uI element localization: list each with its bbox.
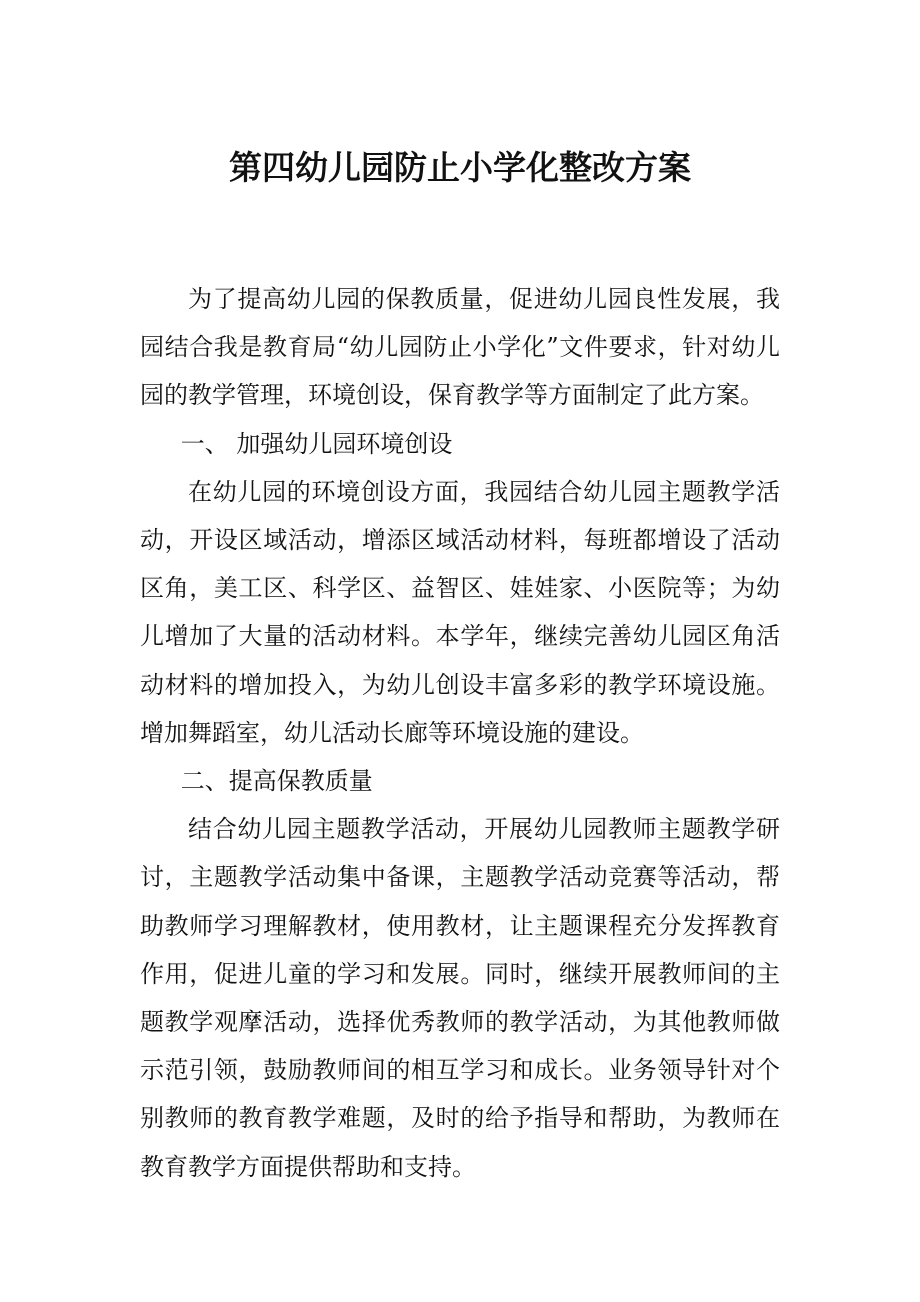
document-title: 第四幼儿园防止小学化整改方案 [229, 148, 691, 187]
intro-paragraph: 为了提高幼儿园的保教质量，促进幼儿园良性发展，我园结合我是教育局“幼儿园防止小学化”文件要求，针对幼儿园的教学管理，环境创设，保育教学等方面制定了此方案。 [140, 285, 780, 410]
document-body [140, 275, 780, 1191]
environment-paragraph: 在幼儿园的环境创设方面，我园结合幼儿园主题教学活动，开设区域活动，增添区域活动材料，每班都增设了活动区角，美工区、科学区、益智区、娃娃家、小医院等；为幼儿增加了大量的活动材料。本学年，继续完善幼儿园区角活动材料的增加投入，为幼儿创设丰富多彩的教学环境设施。增加舞蹈室，幼儿活动长廊等环境设施的建设。 [140, 477, 780, 747]
quality-paragraph: 结合幼儿园主题教学活动，开展幼儿园教师主题教学研讨，主题教学活动集中备课，主题教学活动竞赛等活动，帮助教师学习理解教材，使用教材，让主题课程充分发挥教育作用，促进儿童的学习和发展。同时，继续开展教师间的主题教学观摩活动，选择优秀教师的教学活动，为其他教师做示范引领，鼓励教师间的相互学习和成长。业务领导针对个别教师的教育教学难题，及时的给予指导和帮助，为教师在教育教学方面提供帮助和支持。 [140, 815, 780, 1181]
section-heading-quality: 二、提高保教质量 [180, 767, 373, 796]
section-heading-environment: 一、 加强幼儿园环境创设 [180, 429, 453, 458]
